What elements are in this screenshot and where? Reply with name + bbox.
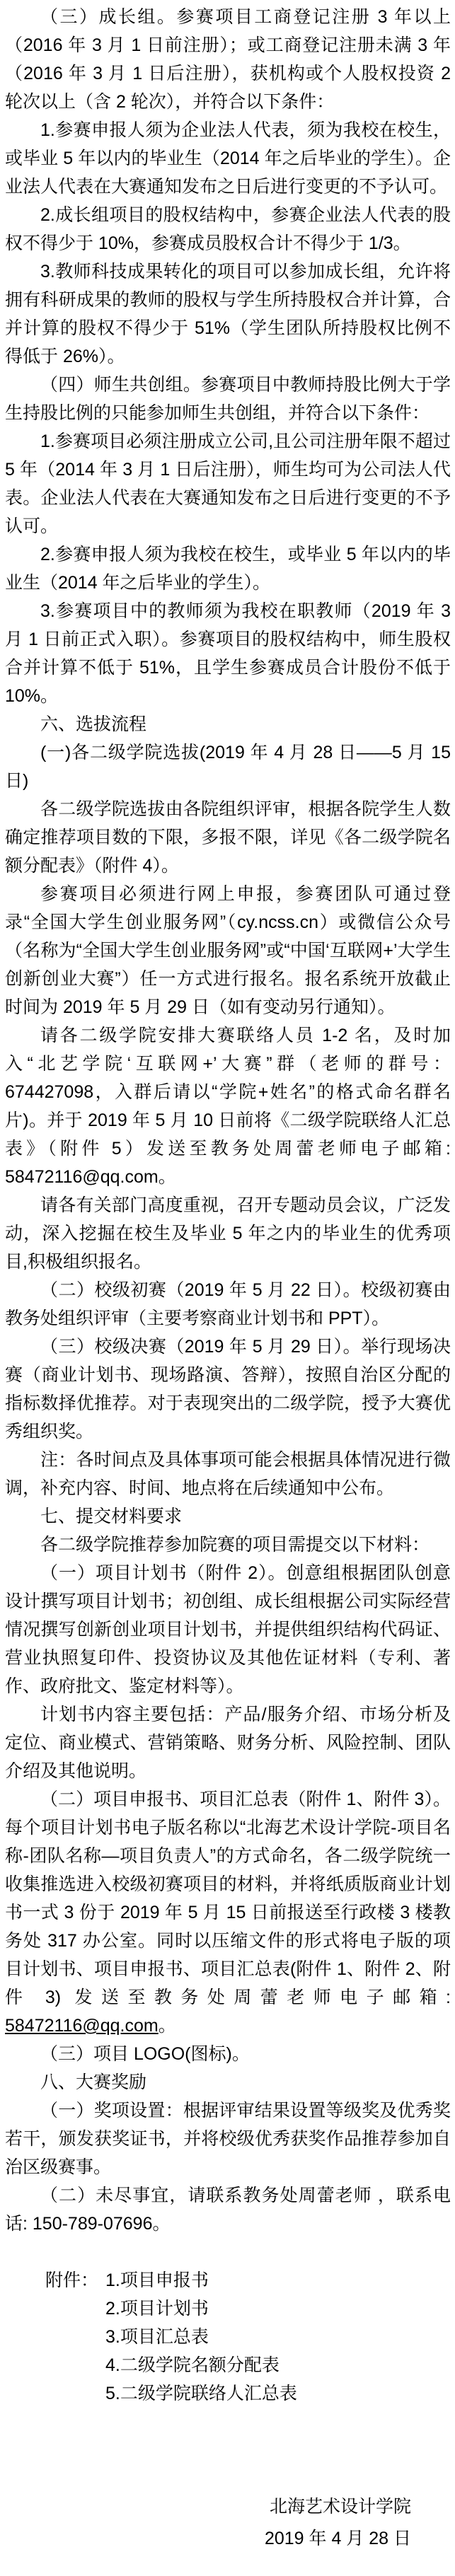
paragraph: 2.成长组项目的股权结构中，参赛企业法人代表的股权不得少于 10%，参赛成员股权合计不得少于 1/3。: [5, 205, 451, 253]
paragraph: （一）项目计划书（附件 2）。创意组根据团队创意设计撰写项目计划书；初创组、成长组根据公司实际经营情况撰写创新创业项目计划书，并提供组织结构代码证、营业执照复印件、投资协议及其他佐证材料（专利、著作、政府批文、鉴定材料等）。: [5, 1563, 451, 1696]
signature-block: [5, 2491, 451, 2555]
document-body: [5, 3, 451, 2238]
paragraph: 参赛项目必须进行网上申报，参赛团队可通过登录“全国大学生创业服务网”（cy.ncss.cn）或微信公众号（名称为“全国大学生创业服务网”或“中国‘互联网+’大学生创新创业大赛”）任一方式进行报名。报名系统开放截止时间为 2019 年 5 月 29 日（如有变动另行通知）。: [5, 884, 451, 1017]
paragraph: 1.参赛申报人须为企业法人代表，须为我校在校生，或毕业 5 年以内的毕业生（2014 年之后毕业的学生）。企业法人代表在大赛通知发布之日后进行变更的不予认可。: [5, 120, 451, 197]
paragraph: （二）未尽事宜，请联系教务处周蕾老师 ，联系电话: 150-789-07696。: [5, 2186, 451, 2234]
paragraph: （一）奖项设置：根据评审结果设置等级奖及优秀奖若干，颁发获奖证书，并将校级优秀获奖作品推荐参加自治区级赛事。: [5, 2101, 451, 2177]
attachment-item: 1.项目申报书: [105, 2270, 209, 2290]
attachments-label: 附件：: [45, 2270, 99, 2290]
paragraph: 3.参赛项目中的教师须为我校在职教师（2019 年 3 月 1 日前正式入职）。参赛项目的股权结构中，师生股权合并计算不低于 51%，且学生参赛成员合计股份不低于 10%。: [5, 601, 451, 706]
paragraph: 2.参赛申报人须为我校在校生，或毕业 5 年以内的毕业生（2014 年之后毕业的学生）。: [5, 545, 451, 593]
paragraph: 请各二级学院安排大赛联络人员 1-2 名，及时加入“北艺学院‘互联网+’大赛”群（老师的群号：674427098，入群后请以“学院+姓名”的格式命名群名片)。并于 2019 年 5 月 10 日前将《二级学院联络人汇总表》（附件 5）发送至教务处周蕾老师电子邮箱: 58472116@qq.com。: [5, 1026, 451, 1187]
attachment-item: 5.二级学院联络人汇总表: [105, 2384, 297, 2403]
paragraph: （四）师生共创组。参赛项目中教师持股比例大于学生持股比例的只能参加师生共创组，并符合以下条件：: [5, 375, 451, 423]
paragraph: 3.教师科技成果转化的项目可以参加成长组，允许将拥有科研成果的教师的股权与学生所持股权合并计算，合并计算的股权不得少于 51%（学生团队所持股权比例不得低于 26%）。: [5, 262, 451, 366]
section-heading: 八、大赛奖励: [40, 2072, 147, 2092]
paragraph: （三）校级决赛（2019 年 5 月 29 日）。举行现场决赛（商业计划书、现场路演、答辩），按照自治区分配的指标数择优推荐。对于表现突出的二级学院，授予大赛优秀组织奖。: [5, 1337, 451, 1441]
signature-org: 北海艺术设计学院: [269, 2497, 411, 2517]
paragraph: 计划书内容主要包括：产品/服务介绍、市场分析及定位、商业模式、营销策略、财务分析、风险控制、团队介绍及其他说明。: [5, 1705, 451, 1781]
paragraph: （二）项目申报书、项目汇总表（附件 1、附件 3）。每个项目计划书电子版名称以“北海艺术设计学院-项目名称-团队名称—项目负责人”的方式命名，各二级学院统一收集推选进入校级初赛项目的材料，并将纸质版商业计划书一式 3 份于 2019 年 5 月 15 日前报送至行政楼 3 楼教务处 317 办公室。同时以压缩文件的形式将电子版的项目计划书、项目申报书、项目汇总表(附件 1、附件 2、附件 3) 发送至教务处周蕾老师电子邮箱: 58472116@qq.com。: [5, 1789, 451, 2036]
email-link[interactable]: 58472116@qq.com: [5, 2016, 159, 2036]
paragraph: 请各有关部门高度重视，召开专题动员会议，广泛发动，深入挖掘在校生及毕业 5 年之内的毕业生的优秀项目,积极组织报名。: [5, 1195, 451, 1272]
section-heading: 七、提交材料要求: [40, 1507, 183, 1526]
paragraph: （三）成长组。参赛项目工商登记注册 3 年以上（2016 年 3 月 1 日前注册）；或工商登记注册未满 3 年（2016 年 3 月 1 日后注册），获机构或个人股权投资 2 轮次以上（含 2 轮次），并符合以下条件：: [5, 7, 451, 112]
attachments-list: [105, 2266, 451, 2408]
paragraph: 注：各时间点及具体事项可能会根据具体情况进行微调，补充内容、时间、地点将在后续通知中公布。: [5, 1450, 451, 1498]
paragraph: 各二级学院选拔由各院组织评审，根据各院学生人数确定推荐项目数的下限，多报不限，详见《各二级学院名额分配表》（附件 4）。: [5, 799, 451, 876]
paragraph: (一)各二级学院选拔(2019 年 4 月 28 日——5 月 15 日): [5, 743, 451, 791]
paragraph: （三）项目 LOGO(图标)。: [40, 2044, 250, 2064]
signature-date: 2019 年 4 月 28 日: [264, 2529, 411, 2548]
paragraph: 1.参赛项目必须注册成立公司,且公司注册年限不超过 5 年（2014 年 3 月 1 日后注册），师生均可为公司法人代表。企业法人代表在大赛通知发布之日后进行变更的不予认可。: [5, 431, 451, 536]
attachment-item: 2.项目计划书: [105, 2299, 209, 2319]
section-heading: 六、选拔流程: [40, 714, 147, 734]
attachment-item: 3.项目汇总表: [105, 2327, 209, 2347]
paragraph: （二）校级初赛（2019 年 5 月 22 日）。校级初赛由教务处组织评审（主要考察商业计划书和 PPT）。: [5, 1280, 451, 1328]
paragraph: 各二级学院推荐参加院赛的项目需提交以下材料：: [40, 1535, 430, 1555]
attachments-block: [45, 2266, 451, 2408]
attachment-item: 4.二级学院名额分配表: [105, 2355, 280, 2375]
